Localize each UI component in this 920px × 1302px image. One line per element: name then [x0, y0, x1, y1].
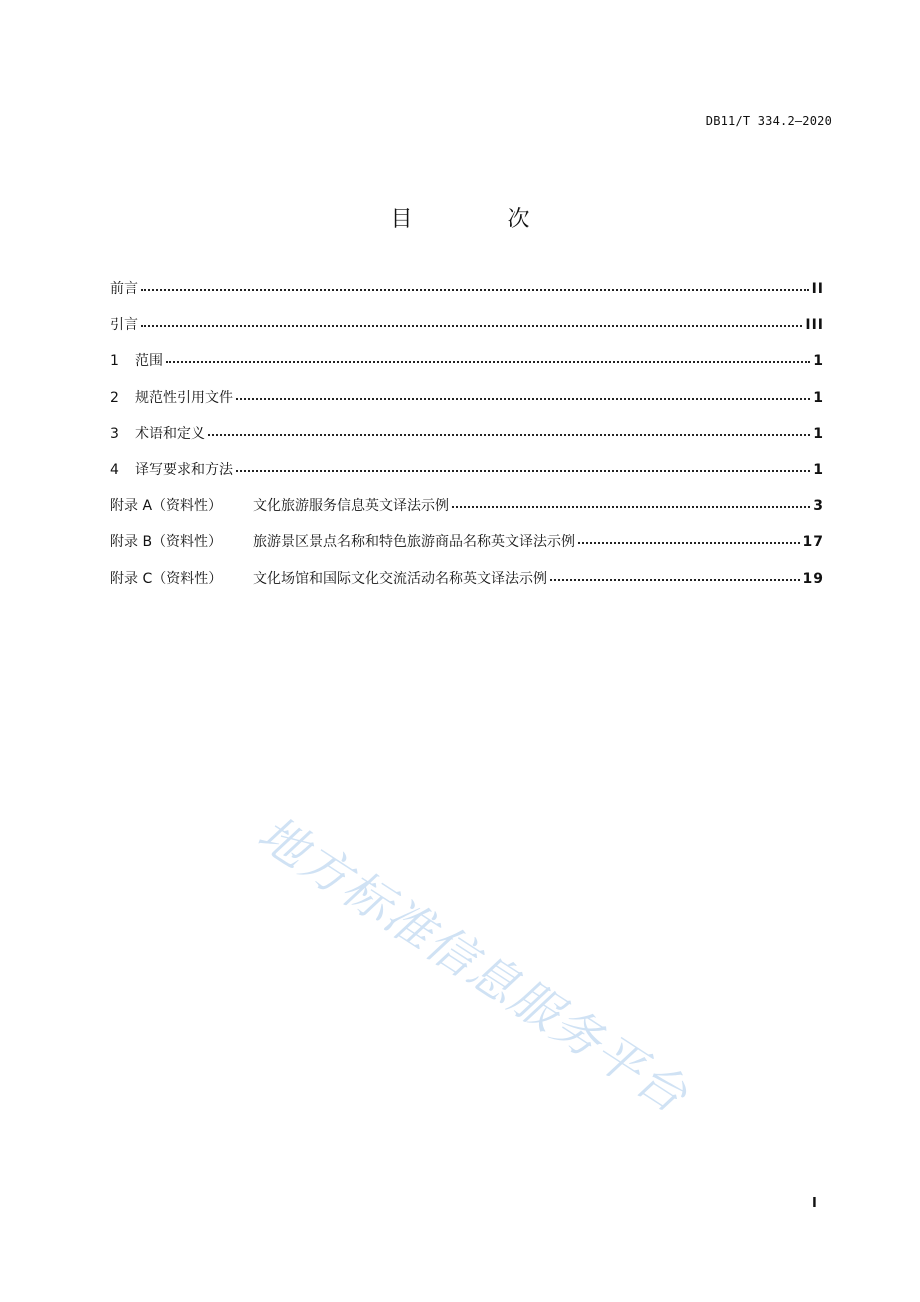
toc-entry-label: 引言 [110, 317, 138, 334]
toc-entry-label [110, 568, 547, 588]
toc-entry-label [110, 531, 575, 551]
dot-leader [141, 324, 802, 327]
toc-entry-title: 旅游景区景点名称和特色旅游商品名称英文译法示例 [253, 534, 575, 551]
toc-entry-label [110, 495, 449, 515]
toc-entry-number: 4 [110, 461, 119, 478]
toc-entry-page: II [811, 281, 824, 297]
toc-entry-appendix-b[interactable] [110, 531, 824, 567]
toc-entry-page: 3 [813, 498, 824, 515]
toc-entry-title: 范围 [135, 353, 163, 370]
toc-entry-introduction[interactable] [110, 314, 824, 350]
toc-entry-label [110, 459, 233, 479]
toc-entry-appendix-c[interactable] [110, 568, 824, 604]
table-of-contents [110, 278, 824, 604]
toc-entry-label: 前言 [110, 281, 138, 297]
toc-entry-normative-references[interactable] [110, 387, 824, 423]
toc-entry-terms[interactable] [110, 423, 824, 459]
dot-leader [236, 469, 810, 472]
dot-leader [550, 578, 800, 581]
page-number: I [812, 1196, 817, 1211]
toc-entry-title: 文化场馆和国际文化交流活动名称英文译法示例 [253, 570, 547, 587]
toc-entry-number: 1 [110, 353, 119, 370]
toc-entry-page: 1 [813, 353, 824, 370]
toc-appendix-tag: 附录 B（资料性） [110, 534, 223, 551]
toc-entry-title: 术语和定义 [135, 425, 205, 442]
toc-entry-page: III [805, 317, 824, 334]
toc-entry-page: 1 [813, 461, 824, 478]
dot-leader [141, 288, 809, 291]
toc-entry-requirements[interactable] [110, 459, 824, 495]
toc-entry-label [110, 423, 205, 443]
toc-entry-label [110, 387, 233, 407]
dot-leader [578, 541, 800, 544]
toc-entry-appendix-a[interactable] [110, 495, 824, 531]
toc-entry-scope[interactable] [110, 350, 824, 386]
watermark: 地方标准信息服务平台 [247, 805, 698, 1125]
toc-entry-page: 19 [802, 570, 824, 587]
standard-code: DB11/T 334.2—2020 [705, 114, 832, 128]
dot-leader [208, 433, 810, 436]
toc-entry-title: 规范性引用文件 [135, 389, 233, 406]
toc-entry-number: 2 [110, 389, 119, 406]
toc-entry-page: 17 [802, 534, 824, 551]
toc-entry-page: 1 [813, 425, 824, 442]
toc-entry-label [110, 350, 163, 370]
toc-entry-foreword[interactable] [110, 278, 824, 314]
dot-leader [236, 397, 810, 400]
toc-entry-number: 3 [110, 425, 119, 442]
toc-appendix-tag: 附录 C（资料性） [110, 570, 223, 587]
toc-appendix-tag: 附录 A（资料性） [110, 498, 223, 515]
toc-entry-title: 文化旅游服务信息英文译法示例 [253, 498, 449, 515]
dot-leader [452, 505, 810, 508]
toc-entry-page: 1 [813, 389, 824, 406]
dot-leader [166, 360, 810, 363]
page-title: 目 次 [390, 207, 574, 232]
toc-entry-title: 译写要求和方法 [135, 461, 233, 478]
